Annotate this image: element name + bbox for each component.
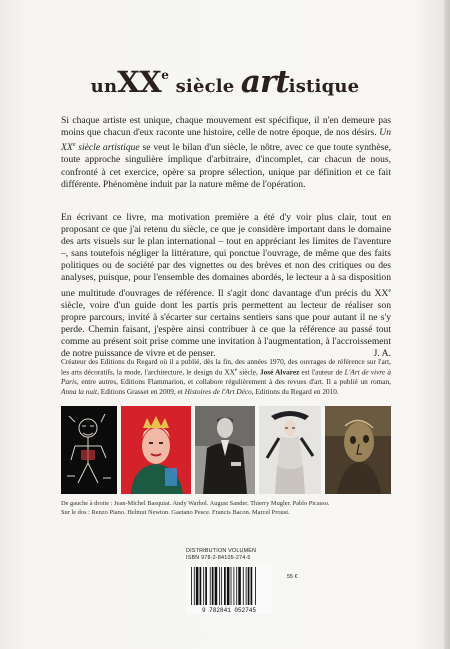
sander-photograph-image bbox=[195, 406, 255, 494]
text-run: est l'auteur de bbox=[299, 367, 345, 377]
price-label: 55 € bbox=[287, 574, 298, 580]
book-title-ref: L'Art de vivre à Paris bbox=[61, 367, 391, 387]
title-part: siècle bbox=[169, 76, 241, 97]
text-run: e bbox=[72, 142, 76, 149]
text-run: se veut le bilan d'un siècle, le nôtre, avec ce que toute synthèse, toute approche singulière implique d'arbitraire, d'incomplet, car chacun de nous, confronté à cet exercice, opère sa propre sélection, unique par définition et ce fait différente. Phénomène induit par la nature même de l'opération. bbox=[61, 142, 391, 190]
credits-spine: Sur le dos : Renzo Piano. Helmut Newton. Gaetano Pesce. Francis Bacon. Marcel Proust. bbox=[61, 508, 290, 516]
text-run: , Editions Grasset en 2009, et bbox=[97, 386, 185, 396]
book-title bbox=[0, 64, 450, 100]
text-run: Si chaque artiste est unique, chaque mouvement est spécifique, il n'en demeure pas moins que chacun d'eux raconte une histoire, celle de notre époque, de nos désirs. bbox=[61, 115, 391, 139]
author-signature: J. A. bbox=[373, 348, 391, 360]
text-run: Un XX bbox=[61, 127, 391, 154]
distribution-info bbox=[186, 548, 256, 561]
barcode-number: 9 782841 052745 bbox=[201, 607, 257, 614]
text-run: e bbox=[388, 287, 391, 294]
distributor-label: DISTRIBUTION VOLUMEN bbox=[186, 548, 257, 554]
title-part: un bbox=[90, 76, 118, 97]
text-run: e bbox=[234, 368, 238, 374]
book-title-ref: Anna la nuit bbox=[61, 386, 98, 396]
title-part: istique bbox=[288, 76, 360, 97]
photo-strip bbox=[61, 406, 391, 494]
text-run: siècle artistique bbox=[75, 142, 140, 154]
title-part: XX bbox=[117, 65, 162, 99]
mugler-fashion-image bbox=[259, 406, 321, 494]
credits-front: De gauche à droite : Jean-Michel Basquiat. Andy Warhol. August Sander. Thierry Mugler. Pablo Picasso. bbox=[61, 500, 330, 507]
text-run: siècle, bbox=[237, 367, 260, 377]
intro-paragraph bbox=[61, 115, 391, 191]
author-bio bbox=[61, 357, 391, 396]
isbn-number: ISBN 978-2-84105-274-5 bbox=[186, 554, 251, 561]
basquiat-artwork-image bbox=[61, 406, 117, 494]
barcode-image bbox=[186, 564, 272, 614]
photo-credits bbox=[61, 500, 391, 517]
book-title-ref: Histoires de l'Art Déco bbox=[184, 386, 252, 396]
second-paragraph bbox=[61, 212, 391, 360]
text-run: Créateur des Editions du Regard où il a publié, dès la fin, des années 1970, des ouvrages de référence sur l'art, les arts décoratifs, la mode, l'architecture, le design du XX bbox=[61, 357, 391, 377]
author-name: José Alvarez bbox=[260, 367, 300, 377]
text-run: siècle, voire d'un guide dont les partis pris permettent au lecteur de réaliser son propre parcours, invité à s'écarter sur certains sentiers sans que pour autant il ne s'y perde. Chemin faisant, j'espère ainsi contribuer à ce que la référence au passé tout comme au présent soit prise comme une invitation à l'augmentation, à l'accroissement de notre puissance de vivre et de penser. bbox=[61, 299, 391, 360]
text-run: En écrivant ce livre, ma motivation première a été d'y voir plus clair, tout en proposant ce que j'ai retenu du siècle, ce que je considère important dans le domaine des arts visuels sur le plan international – tout en appréciant les limites de l'aventure –, sans toutefois négliger la littérature, qui ponctue l'ouvrage, de même que des faits politiques ou de société par des vignettes ou des brèves et non des critiques ou des analyses, puisque, pour l'ensemble des domaines abordés, le lecteur a à sa disposition une multitude d'ouvrages de référence. Il s'agit donc davantage d'un précis du XX bbox=[61, 212, 391, 299]
text-run: , Editions du Regard en 2010. bbox=[251, 386, 339, 396]
title-part: e bbox=[161, 68, 170, 82]
picasso-painting-image bbox=[325, 406, 391, 494]
text-run: , entre autres, Editions Flammarion, et collabore régulièrement à des revues d'art. Il a publié un roman, bbox=[76, 377, 391, 387]
warhol-queen-portrait-image bbox=[121, 406, 191, 494]
title-part: art bbox=[240, 64, 289, 100]
